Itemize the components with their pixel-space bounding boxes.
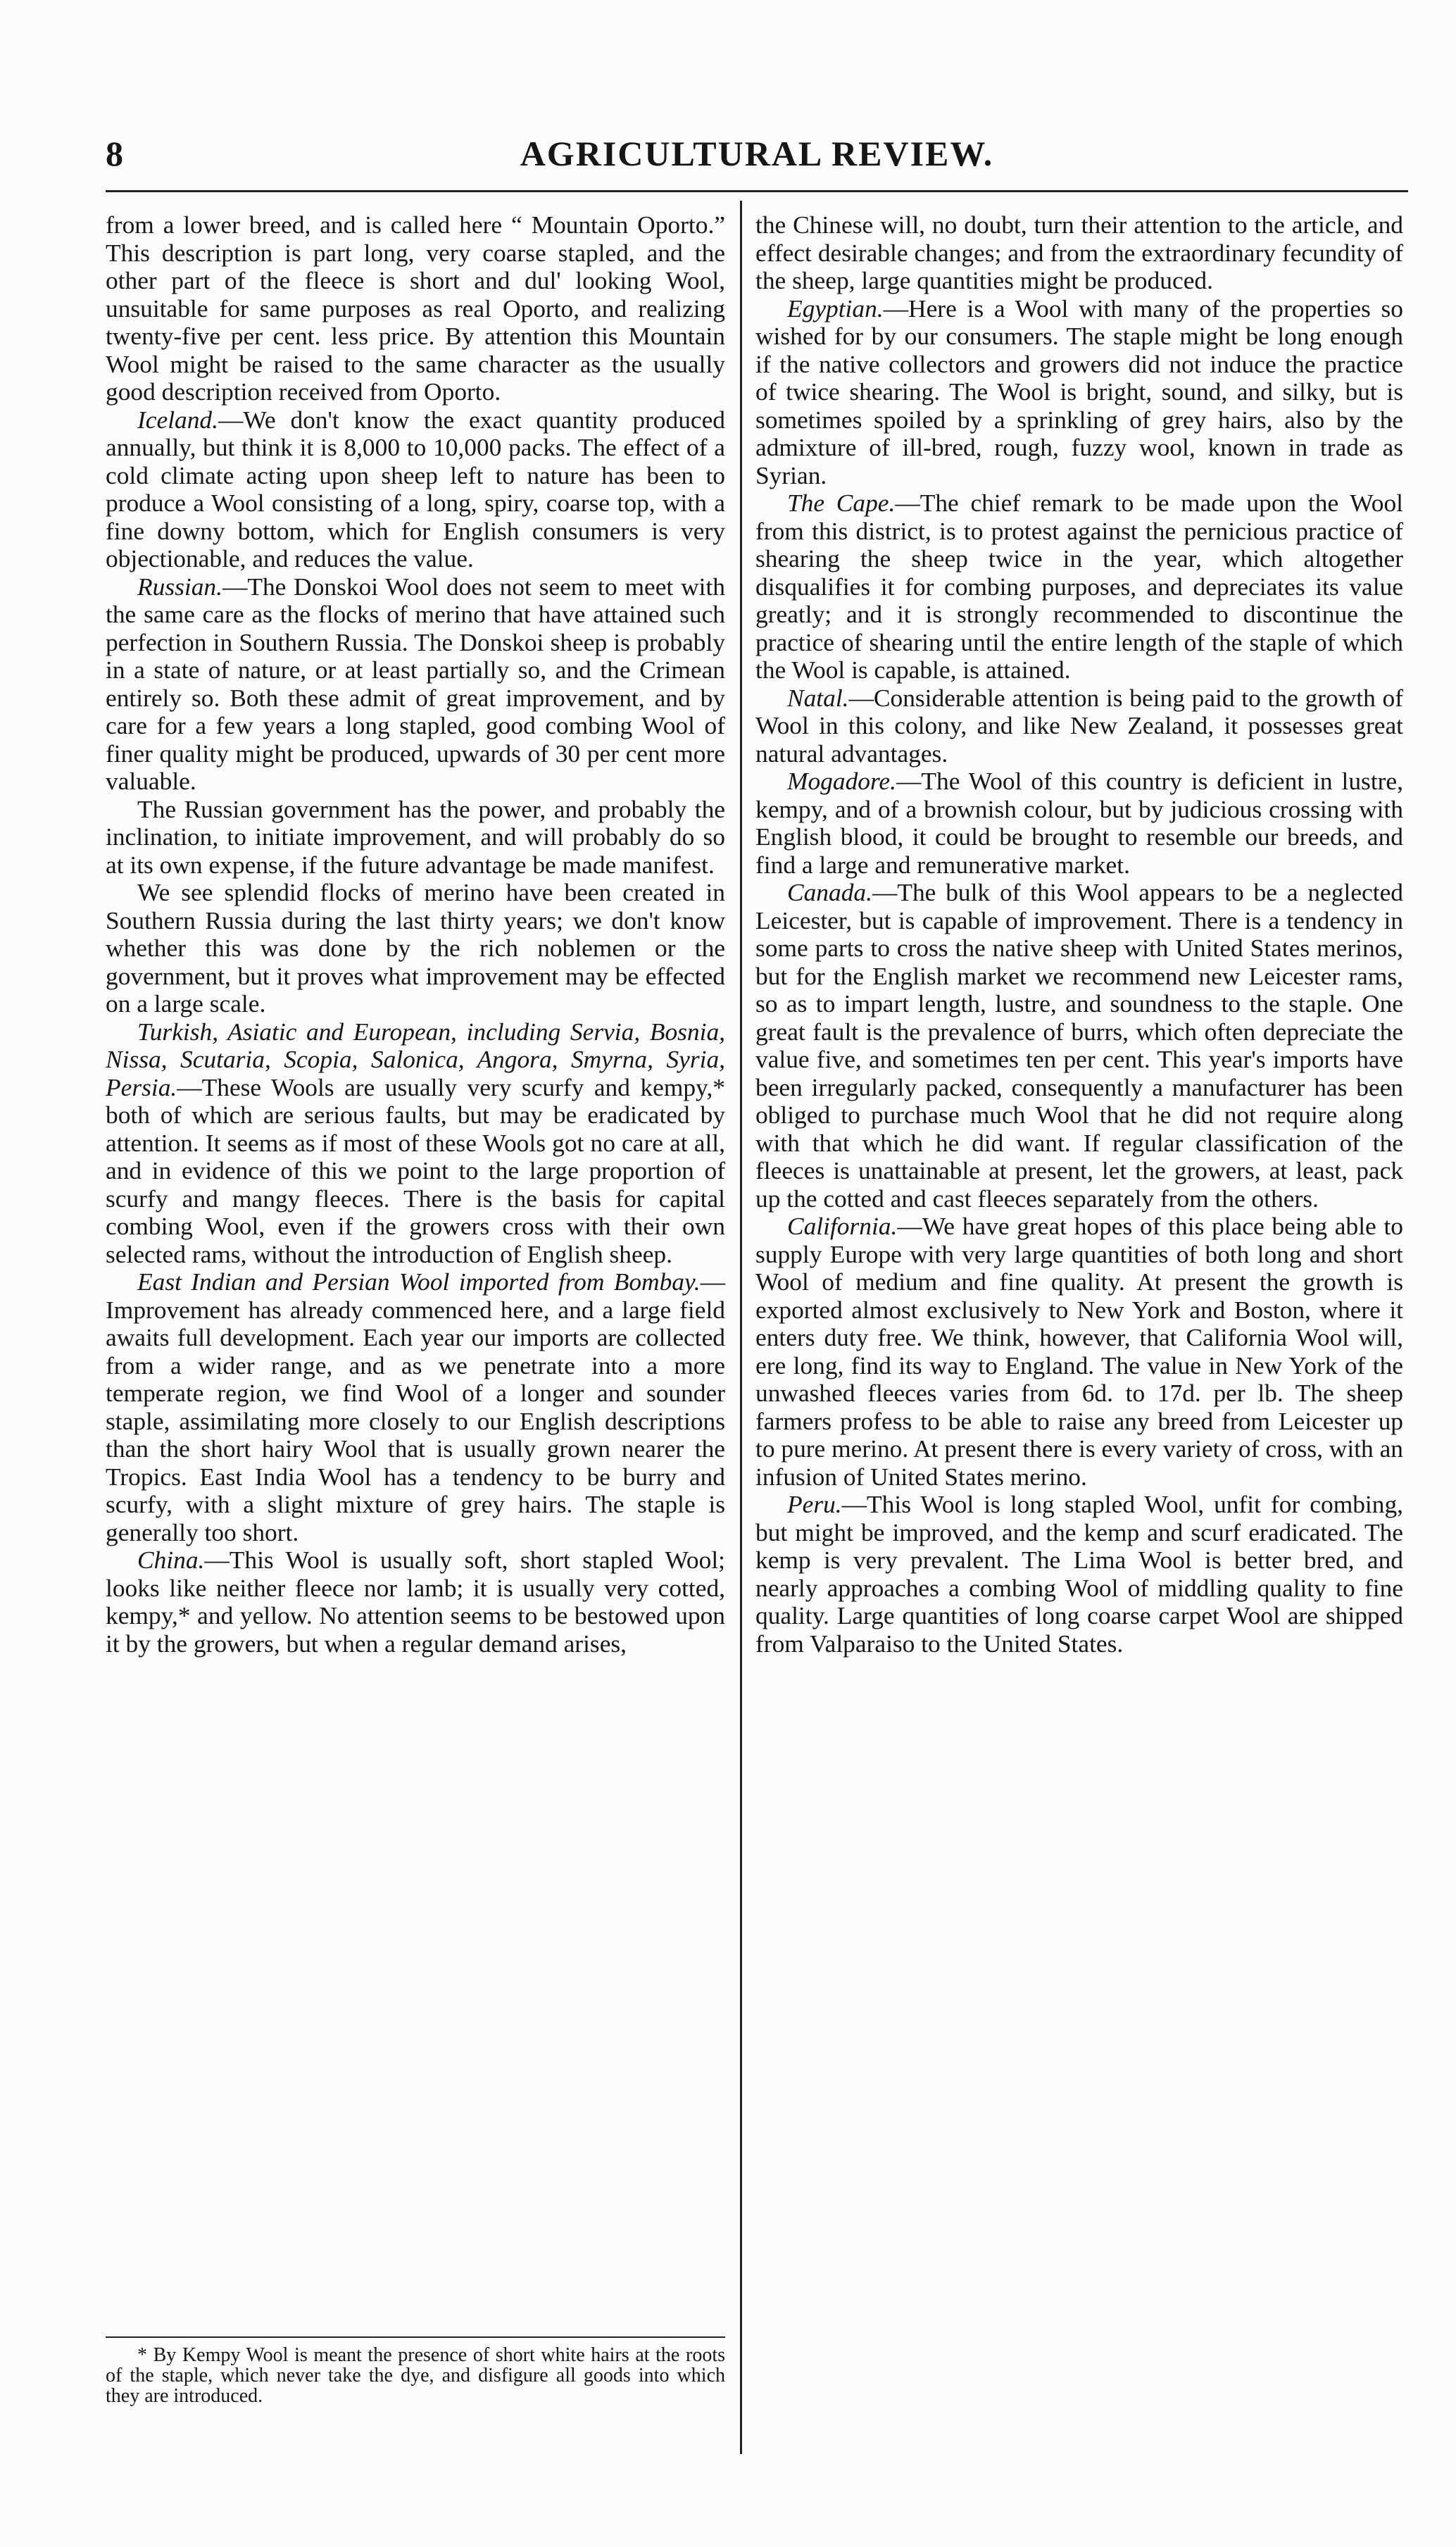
section-text: —The Donskoi Wool does not seem to meet with the same care as the flocks of merino that have attained such perfection in Southern Russia. The Donskoi sheep is probably in a state of nature, or at least partially so, and the Crimean entirely so. Both these admit of great improvement, and by care for a few years a long stapled, good combing Wool of finer quality might be produced, upwards of 30 per cent more valuable.: [106, 572, 725, 795]
footnote-text: * By Kempy Wool is meant the presence of short white hairs at the roots of the staple, which never take the dye, and disfigure all goods into which they are introduced.: [106, 2344, 725, 2407]
section-text: —The bulk of this Wool appears to be a neglected Leicester, but is capable of improvement. There is a tendency in some parts to cross the native sheep with United States merinos, but for the English market we recommend new Leicester rams, so as to impart length, lustre, and soundness to the staple. One great fault is the prevalence of burrs, which often depreciate the value five, and sometimes ten per cent. This year's imports have been irregularly packed, consequently a manufacturer has been obliged to purchase much Wool that he did not require along with that which he did want. If regular classification of the fleeces is unattainable at present, let the growers, at least, pack up the cotted and cast fleeces separately from the others.: [755, 878, 1403, 1213]
footnote: [106, 2345, 725, 2406]
section-text: —The Wool of this country is deficient in lustre, kempy, and of a brownish colour, but by judicious crossing with English blood, it could be brought to resemble our breeds, and find a large and remunerative market.: [755, 767, 1403, 879]
paragraph-cape: [755, 489, 1403, 684]
section-lead: East Indian and Persian Wool imported from Bombay.: [137, 1268, 701, 1296]
section-lead: China.: [137, 1546, 205, 1574]
section-lead: California.: [787, 1212, 898, 1240]
paragraph-natal: [755, 684, 1403, 768]
paragraph-egyptian: [755, 295, 1403, 490]
section-lead: Peru.: [787, 1490, 842, 1518]
paragraph-california: [755, 1213, 1403, 1491]
section-text: —Considerable attention is being paid to the growth of Wool in this colony, and like New Zealand, it possesses great natural advantages.: [755, 683, 1403, 768]
paragraph-iceland: [106, 406, 725, 573]
paragraph-peru: [755, 1491, 1403, 1658]
page-number: 8: [106, 134, 123, 173]
section-lead: The Cape.: [787, 489, 896, 517]
paragraph-oporto: from a lower breed, and is called here “ Mountain Oporto.” This description is part long, very coarse stapled, and the other part of the fleece is short and dul' looking Wool, unsuitable for same purposes as real Oporto, and realizing twenty-five per cent. less price. By attention this Mountain Wool might be raised to the same character as the usually good description received from Oporto.: [106, 211, 725, 406]
section-text: —This Wool is long stapled Wool, unfit for combing, but might be improved, and the kemp and scurf eradicated. The kemp is very prevalent. The Lima Wool is better bred, and nearly approaches a combing Wool of middling quality to fine quality. Large quantities of long coarse carpet Wool are shipped from Valparaiso to the United States.: [755, 1490, 1403, 1658]
paragraph-russian: [106, 573, 725, 796]
page-title: AGRICULTURAL REVIEW.: [520, 134, 994, 173]
section-lead: Canada.: [787, 878, 872, 906]
left-column: [106, 211, 725, 2334]
footnote-rule: [106, 2336, 725, 2338]
section-lead: Iceland.: [137, 405, 218, 434]
paragraph-canada: [755, 879, 1403, 1213]
column-divider: [740, 201, 742, 2454]
header-rule: [106, 190, 1408, 192]
right-column: [755, 211, 1403, 2528]
section-lead: Egyptian.: [787, 294, 884, 323]
paragraph-russian-government: The Russian government has the power, and probably the inclination, to initiate improvement, and will probably do so at its own expense, if the future advantage be made manifest.: [106, 794, 725, 879]
paragraph-mogadore: [755, 768, 1403, 879]
section-text: —These Wools are usually very scurfy and kempy,* both of which are serious faults, but may be eradicated by attention. It seems as if most of these Wools got no care at all, and in evidence of this we point to the large proportion of scurfy and mangy fleeces. There is the basis for capital combing Wool, even if the growers cross with their own selected rams, without the introduction of English sheep.: [106, 1072, 725, 1268]
paragraph-china: [106, 1546, 725, 1658]
section-text: —The chief remark to be made upon the Wool from this district, is to protest against the pernicious practice of shearing the sheep twice in the year, which altogether disqualifies it for combing purposes, and depreciates its value greatly; and it is strongly recommended to discontinue the practice of shearing until the entire length of the staple of which the Wool is capable, is attained.: [755, 489, 1403, 684]
section-lead: Mogadore.: [787, 767, 896, 795]
section-text: —This Wool is usually soft, short stapled Wool; looks like neither fleece nor lamb; it is usually very cotted, kempy,* and yellow. No attention seems to be bestowed upon it by the growers, but when a regular demand arises,: [106, 1546, 725, 1658]
running-header: [106, 125, 1408, 182]
paragraph-merino-flocks: We see splendid flocks of merino have been created in Southern Russia during the last thirty years; we don't know whether this was done by the rich noblemen or the government, but it proves what improvement may be effected on a large scale.: [106, 878, 725, 1018]
section-text: —Here is a Wool with many of the properties so wished for by our consumers. The staple might be long enough if the native collectors and growers did not induce the practice of twice shearing. The Wool is bright, sound, and silky, but is sometimes spoiled by a sprinkling of grey hairs, also by the admixture of ill-bred, rough, fuzzy wool, known in trade as Syrian.: [755, 294, 1403, 489]
section-lead: Russian.: [137, 572, 222, 601]
section-text: —We have great hopes of this place being able to supply Europe with very large quantities of both long and short Wool of medium and fine quality. At present the growth is exported almost exclusively to New York and Boston, where it enters duty free. We think, however, that California Wool will, ere long, find its way to England. The value in New York of the unwashed fleeces varies from 6d. to 17d. per lb. The sheep farmers profess to be able to raise any breed from Leicester up to pure merino. At present there is every variety of cross, with an infusion of United States merino.: [755, 1212, 1403, 1491]
paragraph-east-indian: [106, 1268, 725, 1546]
section-lead: Natal.: [787, 683, 849, 712]
paragraph-chinese-continued: the Chinese will, no doubt, turn their attention to the article, and effect desirable changes; and from the extraordinary fecundity of the sheep, large quantities might be produced.: [755, 211, 1403, 294]
section-text: —Improvement has already commenced here, and a large field awaits full development. Each year our imports are collected from a wider range, and as we penetrate into a more temperate region, we find Wool of a longer and sounder staple, assimilating more closely to our English descriptions than the short hairy Wool that is usually grown nearer the Tropics. East India Wool has a tendency to be burry and scurfy, with a slight mixture of grey hairs. The staple is generally too short.: [106, 1268, 725, 1546]
section-lead: Turkish, Asiatic and European, including Servia, Bosnia, Nissa, Scutaria, Scopia, Salonica, Angora, Smyrna, Syria, Persia.: [106, 1017, 725, 1101]
paragraph-turkish: [106, 1018, 725, 1269]
section-text: —We don't know the exact quantity produced annually, but think it is 8,000 to 10,000 packs. The effect of a cold climate acting upon sheep left to nature has been to produce a Wool consisting of a long, spiry, coarse top, with a fine downy bottom, which for English consumers is very objectionable, and reduces the value.: [106, 405, 725, 572]
